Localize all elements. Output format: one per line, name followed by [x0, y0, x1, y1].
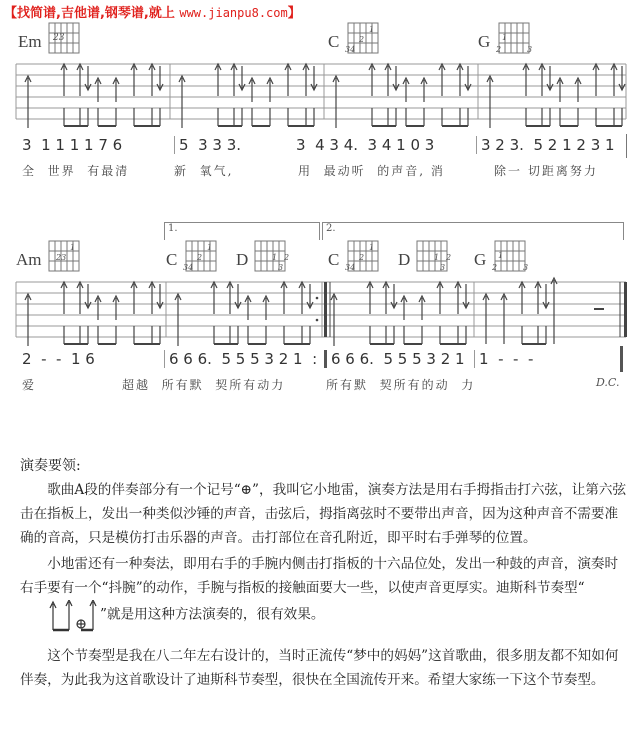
- final-barline: [620, 346, 623, 372]
- banner-url[interactable]: www.jianpu8.com: [179, 6, 288, 20]
- svg-text:3: 3: [527, 45, 533, 54]
- lyrics-6: 超越 所有默 契所有动力: [122, 378, 286, 392]
- chord-g: [474, 240, 532, 274]
- chord-c: [328, 240, 379, 274]
- svg-text:3: 3: [523, 263, 529, 272]
- chord-name: Em: [18, 32, 42, 51]
- chord-name: D: [398, 250, 411, 269]
- instructions-body: [20, 478, 630, 692]
- chord-name: C: [166, 250, 178, 269]
- notation-measure-2: 5 3 3 3.: [174, 136, 241, 154]
- svg-text:2: 2: [197, 253, 203, 262]
- svg-text:2: 2: [492, 263, 498, 272]
- notation-measure-1: 3 1 1 1 1 7 6: [22, 136, 123, 154]
- paragraph-1: 歌曲A段的伴奏部分有一个记号“⊕”，我叫它小地雷，演奏方法是用右手拇指击打六弦，让第六弦击在指板上，发出一种类似沙锤的声音，击弦后，拇指离弦时不要带出声音，因为这种声音不需要准确的音高，只是模仿打击乐器的声音。击打部位在音孔附近，即平时右手弹琴的位置。: [20, 482, 627, 546]
- lyrics-3: 用 最动听 的声音, 消: [298, 164, 445, 178]
- volta-1: 1.: [164, 222, 320, 240]
- notation-measure-5: 2 - - 1 6: [22, 350, 95, 368]
- lyrics-5: 爱: [22, 378, 37, 392]
- site-banner[interactable]: [4, 2, 301, 21]
- svg-text:34: 34: [183, 263, 194, 272]
- barline: [626, 134, 627, 158]
- strum-staff-2: [14, 276, 628, 374]
- instructions-heading: 演奏要领:: [20, 458, 81, 474]
- chord-name: G: [478, 32, 491, 51]
- chord-name: D: [236, 250, 249, 269]
- chord-diagram-icon: [345, 240, 379, 274]
- chord-diagram-icon: [254, 240, 294, 274]
- chord-em: [18, 22, 82, 56]
- volta-2: 2.: [322, 222, 624, 240]
- svg-text:3: 3: [278, 263, 284, 272]
- svg-text:2: 2: [496, 45, 502, 54]
- chord-am: [16, 240, 82, 274]
- svg-text:23: 23: [52, 33, 65, 43]
- paragraph-2: [20, 552, 630, 630]
- notation-measure-4: 3 2 3. 5 2 1 2 3 1: [476, 136, 615, 154]
- svg-text:1: 1: [207, 243, 213, 252]
- svg-text:2: 2: [446, 253, 452, 262]
- chord-diagram-icon: [416, 240, 456, 274]
- chord-name: Am: [16, 250, 42, 269]
- paragraph-3: 这个节奏型是我在八二年左右设计的，当时正流传“梦中的妈妈”这首歌曲，很多朋友都不知如何伴奏，为此我为这首歌设计了迪斯科节奏型，很快在全国流传开来。希望大家练一下这个节奏型。: [20, 648, 619, 688]
- chord-c: [166, 240, 217, 274]
- svg-text:2: 2: [359, 253, 365, 262]
- notation-measure-3: 3 4 3 4. 3 4 1 0 3: [296, 136, 435, 154]
- chord-name: G: [474, 250, 487, 269]
- chord-diagram-icon: [48, 240, 82, 274]
- banner-text: 【找简谱,吉他谱,钢琴谱,就上: [4, 6, 180, 21]
- svg-text:1: 1: [369, 25, 375, 34]
- chord-diagram-icon: [48, 22, 82, 56]
- svg-text:1: 1: [502, 33, 508, 42]
- lyrics-2: 新 氧气,: [174, 164, 234, 178]
- svg-text:1: 1: [272, 253, 278, 262]
- svg-text:2: 2: [284, 253, 290, 262]
- lyrics-7: 所有默 契所有的动 力: [326, 378, 476, 392]
- chord-d: [398, 240, 456, 274]
- chord-name: C: [328, 32, 340, 51]
- strum-notation-icon: [14, 276, 628, 346]
- chord-diagram-icon: [345, 22, 379, 56]
- chord-name: C: [328, 250, 340, 269]
- paragraph-2-text-b: ”就是用这种方法演奏的，很有效果。: [100, 606, 325, 623]
- notation-measure-8: 1 - - -: [474, 350, 533, 368]
- chord-c: [328, 22, 379, 56]
- da-capo-mark: D.C.: [596, 376, 620, 389]
- svg-text:1: 1: [369, 243, 375, 252]
- notation-measure-7: 6 6 6. 5 5 5 3 2 1: [324, 350, 465, 368]
- strum-pattern-icon: [20, 600, 100, 630]
- svg-text:34: 34: [345, 263, 356, 272]
- lyrics-4: 除一 切距离努力: [494, 164, 598, 178]
- svg-text:1: 1: [69, 243, 75, 252]
- svg-text:1: 1: [434, 253, 440, 262]
- chord-diagram-icon: [183, 240, 217, 274]
- chord-diagram-icon: [496, 22, 536, 56]
- strum-notation-icon: [14, 58, 628, 128]
- svg-text:2: 2: [359, 35, 365, 44]
- banner-close: 】: [287, 6, 301, 21]
- chord-diagram-icon: [492, 240, 532, 274]
- svg-text:1: 1: [498, 251, 504, 260]
- chord-d: [236, 240, 294, 274]
- svg-text:3: 3: [440, 263, 446, 272]
- lyrics-1: 全 世界 有最清: [22, 164, 130, 178]
- svg-text:34: 34: [345, 45, 356, 54]
- paragraph-2-text-a: 小地雷还有一种奏法，即用右手的手腕内侧击打指板的十六品位处，发出一种鼓的声音，演奏时右手要有一个“抖腕”的动作，手腕与指板的接触面要大一些，以使声音更厚实。迪斯科节奏型“: [20, 556, 619, 596]
- svg-text:23: 23: [55, 253, 66, 262]
- chord-g: [478, 22, 536, 56]
- notation-measure-6: 6 6 6. 5 5 5 3 2 1 :: [164, 350, 317, 368]
